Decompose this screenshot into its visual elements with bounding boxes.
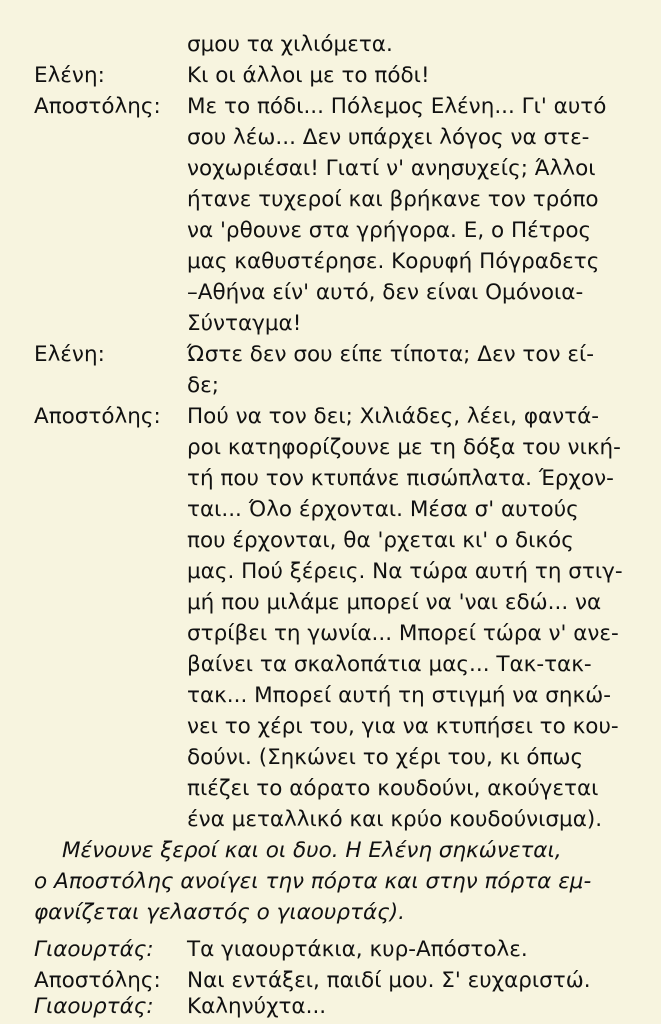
dialogue-line: βαίνει τα σκαλοπάτια μας... Τακ-τακ- [187, 652, 592, 677]
speaker-name: Αποστόλης: [34, 94, 161, 119]
dialogue-line: που έρχονται, θα 'ρχεται κι' ο δικός [187, 528, 574, 553]
dialogue-line: ροι κατηφορίζουνε με τη δόξα του νική- [187, 435, 621, 460]
speaker-name: Αποστόλης: [34, 968, 161, 993]
dialogue-line: τή που τον κτυπάνε πισώπλατα. Έρχον- [187, 466, 614, 491]
dialogue-line: Ώστε δεν σου είπε τίποτα; Δεν τον εί- [187, 342, 595, 367]
dialogue-line: στρίβει τη γωνία... Μπορεί τώρα ν' ανε- [187, 621, 619, 646]
dialogue-line: μας. Πού ξέρεις. Να τώρα αυτή τη στιγ- [187, 559, 623, 584]
dialogue-line: Σύνταγμα! [187, 311, 302, 336]
dialogue-line: νει το χέρι του, για να κτυπήσει το κου- [187, 714, 619, 739]
dialogue-line: σου λέω... Δεν υπάρχει λόγος να στε- [187, 125, 590, 150]
dialogue-line: ήτανε τυχεροί και βρήκανε τον τρόπο [187, 187, 599, 212]
dialogue-line: Πού να τον δει; Χιλιάδες, λέει, φαντά- [187, 404, 600, 429]
speaker-name: Ελένη: [34, 63, 105, 88]
dialogue-line: τακ... Μπορεί αυτή τη στιγμή να σηκώ- [187, 683, 611, 708]
dialogue-line: Κι οι άλλοι με το πόδι! [187, 63, 430, 88]
stage-direction-line: Μένουνε ξεροί και οι δυο. Η Ελένη σηκώνεται, [62, 838, 562, 863]
continuation-line: σμου τα χιλιόμετα. [187, 32, 393, 57]
dialogue-line: Τα γιαουρτάκια, κυρ-Απόστολε. [187, 937, 528, 962]
dialogue-line: δούνι. (Σηκώνει το χέρι του, κι όπως [187, 745, 584, 770]
stage-direction-line: φανίζεται γελαστός ο γιαουρτάς). [34, 900, 405, 925]
stage-direction-line: ο Αποστόλης ανοίγει την πόρτα και στην πόρτα εμ- [34, 869, 592, 894]
dialogue-line: μή που μιλάμε μπορεί να 'ναι εδώ... να [187, 590, 602, 615]
dialogue-line: Με το πόδι... Πόλεμος Ελένη... Γι' αυτό [187, 94, 607, 119]
speaker-name: Ελένη: [34, 342, 105, 367]
dialogue-line: Ναι εντάξει, παιδί μου. Σ' ευχαριστώ. [187, 968, 591, 993]
dialogue-line: ένα μεταλλικό και κρύο κουδούνισμα). [187, 807, 603, 832]
dialogue-line: Καληνύχτα... [187, 994, 327, 1019]
dialogue-line: ται... Όλο έρχονται. Μέσα σ' αυτούς [187, 497, 579, 522]
dialogue-line: νοχωριέσαι! Γιατί ν' ανησυχείς; Άλλοι [187, 156, 596, 181]
dialogue-line: μας καθυστέρησε. Κορυφή Πόγραδετς [187, 249, 600, 274]
dialogue-line: δε; [187, 373, 220, 398]
dialogue-line: πιέζει το αόρατο κουδούνι, ακούγεται [187, 776, 599, 801]
dialogue-line: να 'ρθουνε στα γρήγορα. Ε, ο Πέτρος [187, 218, 592, 243]
dialogue-line: –Αθήνα είν' αυτό, δεν είναι Ομόνοια- [187, 280, 584, 305]
speaker-name: Γιαουρτάς: [34, 994, 154, 1019]
speaker-name: Αποστόλης: [34, 404, 161, 429]
speaker-name: Γιαουρτάς: [34, 937, 154, 962]
